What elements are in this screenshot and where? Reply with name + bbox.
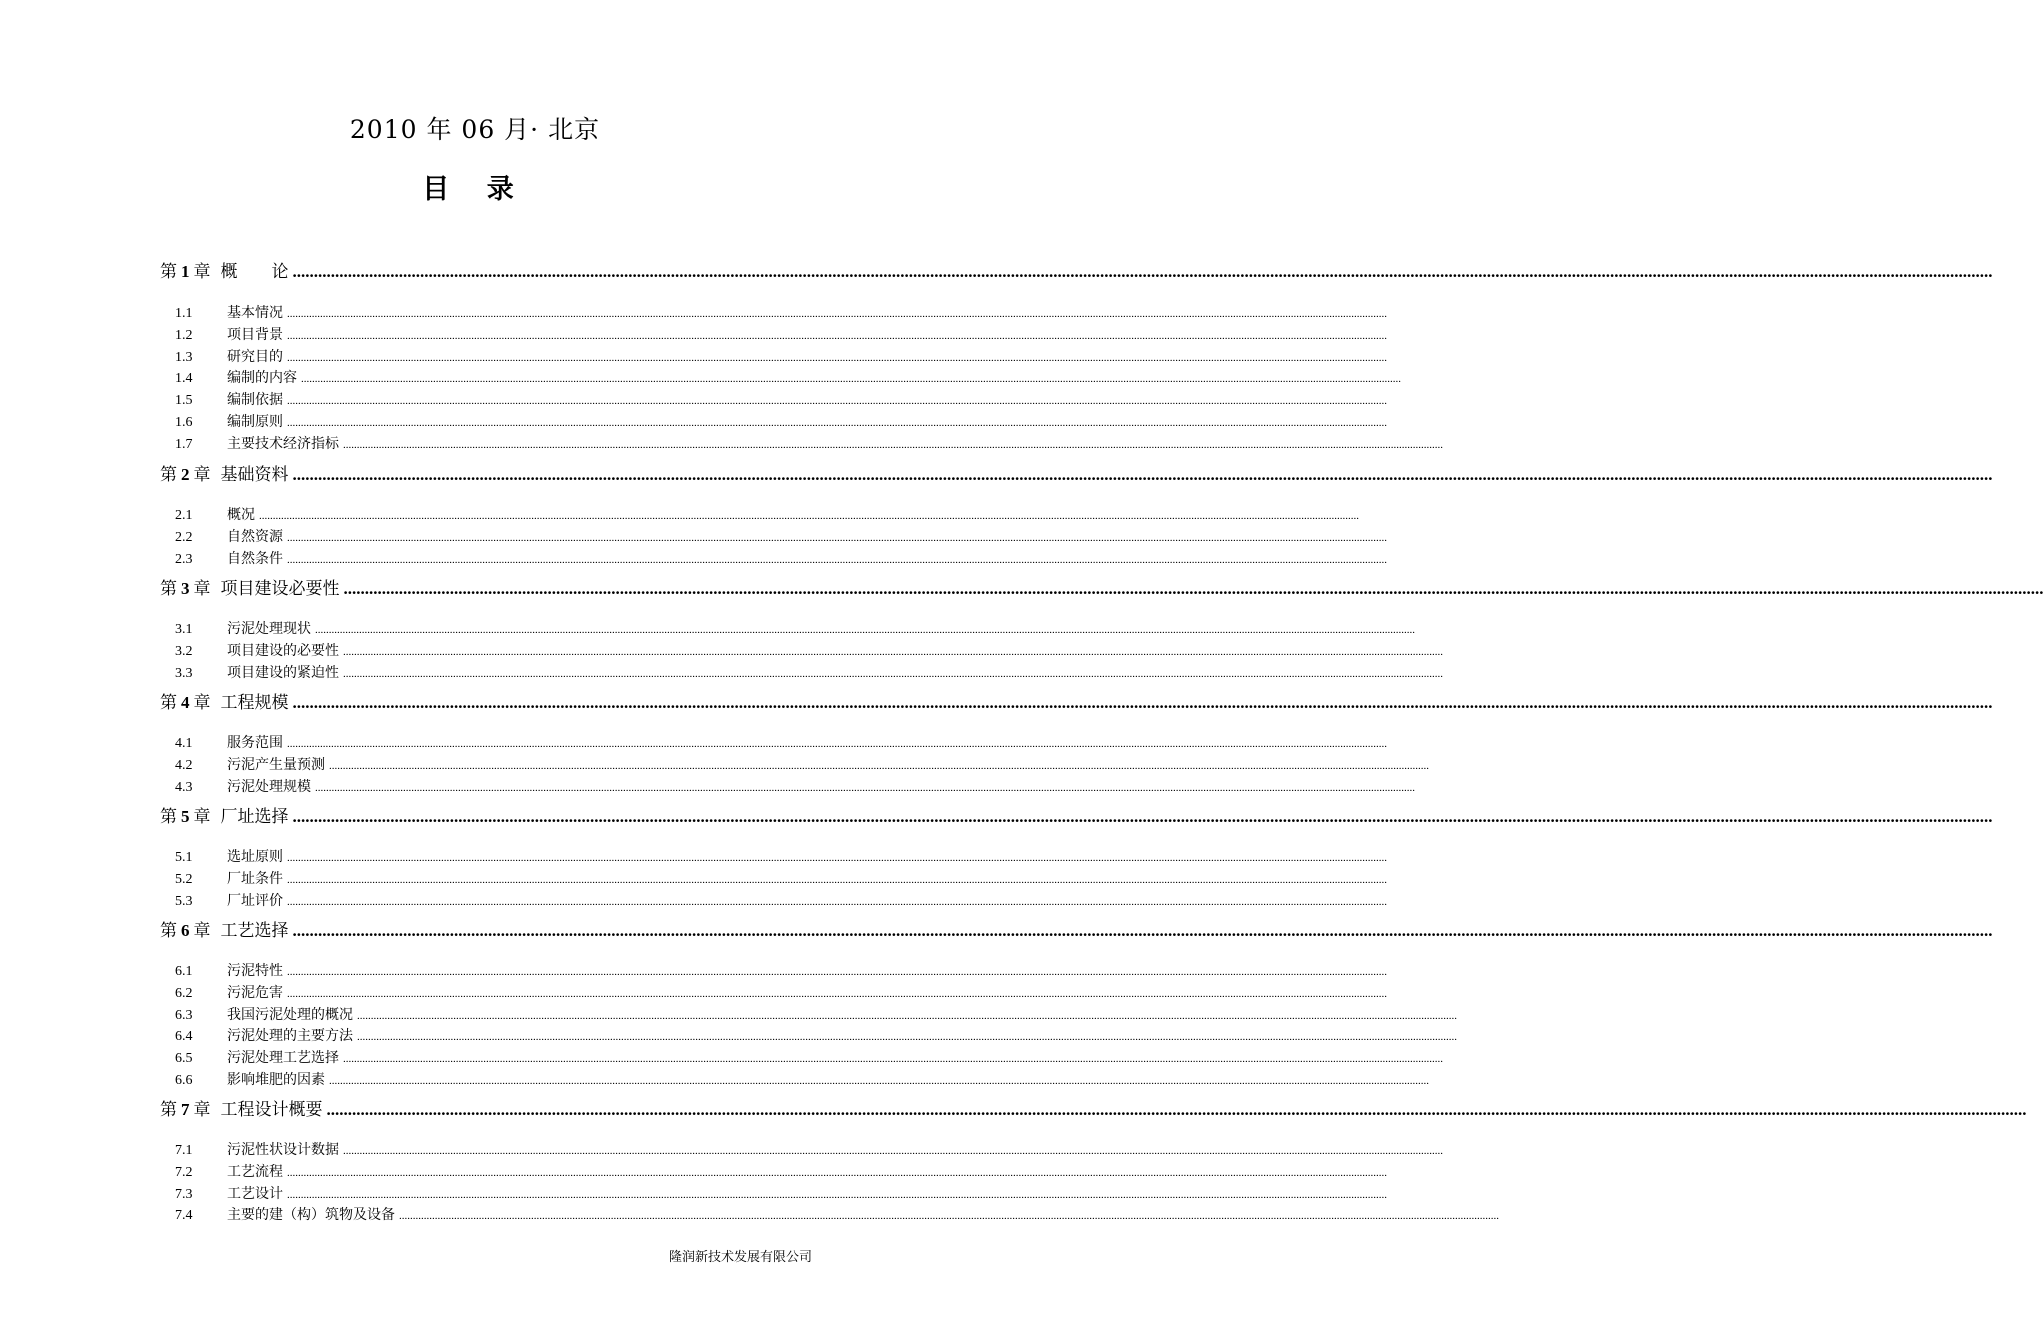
section-title: 编制原则 xyxy=(227,414,283,430)
toc-chapter-5[interactable] xyxy=(160,804,1993,830)
section-number: 4.2 xyxy=(175,758,193,773)
section-number: 3.3 xyxy=(175,666,193,681)
section-title: 厂址评价 xyxy=(227,893,283,909)
section-title: 基本情况 xyxy=(227,305,283,321)
dot-leader: ................................................................................................................................................................................................................................................................................................................................................................................................................ xyxy=(287,395,1387,407)
dot-leader: ................................................................................................................................................................................................................................................................................................................................................................................................................ xyxy=(287,852,1387,864)
dot-leader: ................................................................................................................................................................................................................................................................................................................................................................................................................ xyxy=(315,624,1415,636)
dot-leader: ................................................................................................................................................................................................................................................................................................................................................................................................................ xyxy=(287,988,1387,1000)
section-title: 编制的内容 xyxy=(227,370,297,386)
section-title: 自然资源 xyxy=(227,529,283,545)
section-number: 1.2 xyxy=(175,328,193,343)
chapter-title: 工艺选择 xyxy=(220,921,289,941)
section-number: 7.2 xyxy=(175,1165,193,1180)
toc-chapter-4[interactable] xyxy=(160,690,1993,716)
chapter-label xyxy=(160,462,211,488)
chapter-number: 3 xyxy=(181,579,190,598)
toc-section[interactable] xyxy=(175,755,1429,776)
section-number: 4.3 xyxy=(175,780,193,795)
section-title: 项目背景 xyxy=(227,327,283,343)
chapter-label xyxy=(160,259,211,285)
toc-section[interactable] xyxy=(175,619,1415,640)
dot-leader: ................................................................................................................................................................................................................................................................................................................................................................................................................ xyxy=(287,417,1387,429)
toc-chapter-1[interactable] xyxy=(160,259,1993,285)
dot-leader: ................................................................................................................................................................................................................................................................................................................................................................................................................ xyxy=(287,738,1387,750)
chapter-title: 工程设计概要 xyxy=(220,1100,323,1120)
toc-chapter-7[interactable] xyxy=(160,1097,2027,1123)
chapter-label xyxy=(160,690,211,716)
section-title: 研究目的 xyxy=(227,349,283,365)
toc-chapter-2[interactable] xyxy=(160,462,1993,488)
section-title: 我国污泥处理的概况 xyxy=(227,1007,353,1023)
chapter-number: 5 xyxy=(181,807,190,826)
toc-section[interactable] xyxy=(175,777,1415,798)
section-number: 2.3 xyxy=(175,552,193,567)
chapter-label xyxy=(160,1097,211,1123)
toc-section[interactable] xyxy=(175,1070,1429,1091)
chapter-title: 厂址选择 xyxy=(220,807,289,827)
toc-section[interactable] xyxy=(175,1205,1499,1226)
section-title: 污泥处理规模 xyxy=(227,779,311,795)
toc-section[interactable] xyxy=(175,505,1359,526)
dot-leader: ................................................................................................................................................................................................................................................................................................................................................................................................................ xyxy=(357,1010,1457,1022)
chapter-label-suffix: 章 xyxy=(193,807,211,827)
chapter-number: 4 xyxy=(181,693,190,712)
dot-leader: ................................................................................................................................................................................................................................................................................................................................................................................................................ xyxy=(287,966,1387,978)
dot-leader: ................................................................................................................................................................................................................................................................................................................................................................................................................ xyxy=(329,760,1429,772)
chapter-label-suffix: 章 xyxy=(193,465,211,485)
chapter-label-prefix: 第 xyxy=(160,1100,177,1120)
dot-leader: ................................................................................................................................................................................................................................................................................................................................................................................................................ xyxy=(287,308,1387,320)
toc-section[interactable] xyxy=(175,527,1387,548)
toc-title: 目 录 xyxy=(422,174,528,205)
footer-company-name: 隆润新技术发展有限公司 xyxy=(668,1250,812,1265)
dot-leader: ................................................................................................................................................................................................................................................................................................................................................................................................................ xyxy=(287,1167,1387,1179)
section-number: 3.1 xyxy=(175,622,193,637)
section-number: 1.3 xyxy=(175,350,193,365)
section-number: 5.3 xyxy=(175,894,193,909)
section-title: 编制依据 xyxy=(227,392,283,408)
chapter-label-suffix: 章 xyxy=(193,579,211,599)
chapter-title: 基础资料 xyxy=(220,465,289,485)
toc-section[interactable] xyxy=(175,347,1387,368)
section-number: 7.4 xyxy=(175,1208,193,1223)
dot-leader: ................................................................................................................................................................................................................................................................................................................................................................................................................ xyxy=(301,373,1401,385)
section-title: 污泥处理的主要方法 xyxy=(227,1028,353,1044)
dot-leader: ................................................................................................................................................................................................................................................................................................................................................................................................................ xyxy=(292,465,1993,484)
section-title: 污泥处理现状 xyxy=(227,621,311,637)
chapter-label-prefix: 第 xyxy=(160,693,177,713)
section-title: 概况 xyxy=(227,507,255,523)
section-title: 服务范围 xyxy=(227,735,283,751)
section-number: 2.2 xyxy=(175,530,193,545)
section-number: 6.3 xyxy=(175,1008,193,1023)
section-title: 污泥处理工艺选择 xyxy=(227,1050,339,1066)
section-number: 1.5 xyxy=(175,393,193,408)
dot-leader: ................................................................................................................................................................................................................................................................................................................................................................................................................ xyxy=(287,554,1387,566)
section-number: 1.4 xyxy=(175,371,193,386)
toc-section[interactable] xyxy=(175,869,1387,890)
document-date-location: 2010 年 06 月· 北京 xyxy=(349,115,601,144)
dot-leader: ................................................................................................................................................................................................................................................................................................................................................................................................................ xyxy=(287,896,1387,908)
chapter-label-prefix: 第 xyxy=(160,807,177,827)
chapter-label xyxy=(160,576,211,602)
dot-leader: ................................................................................................................................................................................................................................................................................................................................................................................................................ xyxy=(287,874,1387,886)
section-title: 主要的建（构）筑物及设备 xyxy=(227,1207,395,1223)
dot-leader: ................................................................................................................................................................................................................................................................................................................................................................................................................ xyxy=(287,330,1387,342)
section-number: 2.1 xyxy=(175,508,193,523)
toc-section[interactable] xyxy=(175,983,1387,1004)
dot-leader: ................................................................................................................................................................................................................................................................................................................................................................................................................ xyxy=(399,1210,1499,1222)
chapter-number: 6 xyxy=(181,921,190,940)
section-number: 4.1 xyxy=(175,736,193,751)
toc-section[interactable] xyxy=(175,549,1387,570)
toc-section[interactable] xyxy=(175,434,1443,455)
section-title: 自然条件 xyxy=(227,551,283,567)
chapter-label-prefix: 第 xyxy=(160,262,177,282)
dot-leader: ................................................................................................................................................................................................................................................................................................................................................................................................................ xyxy=(329,1075,1429,1087)
dot-leader: ................................................................................................................................................................................................................................................................................................................................................................................................................ xyxy=(343,1053,1443,1065)
section-title: 影响堆肥的因素 xyxy=(227,1072,325,1088)
section-title: 厂址条件 xyxy=(227,871,283,887)
chapter-label-suffix: 章 xyxy=(193,262,211,282)
section-number: 6.2 xyxy=(175,986,193,1001)
section-title: 项目建设的必要性 xyxy=(227,643,339,659)
toc-section[interactable] xyxy=(175,1026,1457,1047)
chapter-label-prefix: 第 xyxy=(160,465,177,485)
toc-section[interactable] xyxy=(175,891,1387,912)
section-number: 1.7 xyxy=(175,437,193,452)
toc-section[interactable] xyxy=(175,1005,1457,1026)
chapter-label-prefix: 第 xyxy=(160,579,177,599)
toc-section[interactable] xyxy=(175,325,1387,346)
section-number: 5.2 xyxy=(175,872,193,887)
section-number: 1.6 xyxy=(175,415,193,430)
toc-chapter-6[interactable] xyxy=(160,918,1993,944)
toc-section[interactable] xyxy=(175,1048,1443,1069)
section-number: 6.1 xyxy=(175,964,193,979)
section-title: 工艺设计 xyxy=(227,1186,283,1202)
section-number: 7.3 xyxy=(175,1187,193,1202)
chapter-label-suffix: 章 xyxy=(193,921,211,941)
dot-leader: ................................................................................................................................................................................................................................................................................................................................................................................................................ xyxy=(315,782,1415,794)
section-title: 污泥特性 xyxy=(227,963,283,979)
dot-leader: ................................................................................................................................................................................................................................................................................................................................................................................................................ xyxy=(357,1031,1457,1043)
chapter-title: 工程规模 xyxy=(220,693,289,713)
section-number: 6.5 xyxy=(175,1051,193,1066)
chapter-label xyxy=(160,804,211,830)
section-number: 6.6 xyxy=(175,1073,193,1088)
chapter-number: 1 xyxy=(181,262,190,281)
dot-leader: ................................................................................................................................................................................................................................................................................................................................................................................................................ xyxy=(326,1100,2027,1119)
section-number: 1.1 xyxy=(175,306,193,321)
section-title: 污泥危害 xyxy=(227,985,283,1001)
toc-section[interactable] xyxy=(175,368,1401,389)
dot-leader: ................................................................................................................................................................................................................................................................................................................................................................................................................ xyxy=(343,1145,1443,1157)
toc-section[interactable] xyxy=(175,1140,1443,1161)
dot-leader: ................................................................................................................................................................................................................................................................................................................................................................................................................ xyxy=(292,807,1993,826)
section-number: 6.4 xyxy=(175,1029,193,1044)
toc-section[interactable] xyxy=(175,390,1387,411)
dot-leader: ................................................................................................................................................................................................................................................................................................................................................................................................................ xyxy=(343,668,1443,680)
dot-leader: ................................................................................................................................................................................................................................................................................................................................................................................................................ xyxy=(259,510,1359,522)
chapter-label-suffix: 章 xyxy=(193,693,211,713)
dot-leader: ................................................................................................................................................................................................................................................................................................................................................................................................................ xyxy=(287,532,1387,544)
chapter-label-prefix: 第 xyxy=(160,921,177,941)
section-title: 污泥产生量预测 xyxy=(227,757,325,773)
toc-section[interactable] xyxy=(175,303,1387,324)
toc-section[interactable] xyxy=(175,641,1443,662)
toc-section[interactable] xyxy=(175,733,1387,754)
chapter-label xyxy=(160,918,211,944)
chapter-title: 概 论 xyxy=(220,262,289,282)
dot-leader: ................................................................................................................................................................................................................................................................................................................................................................................................................ xyxy=(287,1189,1387,1201)
section-number: 3.2 xyxy=(175,644,193,659)
dot-leader: ................................................................................................................................................................................................................................................................................................................................................................................................................ xyxy=(343,439,1443,451)
dot-leader: ................................................................................................................................................................................................................................................................................................................................................................................................................ xyxy=(292,693,1993,712)
section-title: 主要技术经济指标 xyxy=(227,436,339,452)
dot-leader: ................................................................................................................................................................................................................................................................................................................................................................................................................ xyxy=(292,262,1993,281)
dot-leader: ................................................................................................................................................................................................................................................................................................................................................................................................................ xyxy=(292,921,1993,940)
section-number: 5.1 xyxy=(175,850,193,865)
section-title: 污泥性状设计数据 xyxy=(227,1142,339,1158)
section-title: 选址原则 xyxy=(227,849,283,865)
section-number: 7.1 xyxy=(175,1143,193,1158)
chapter-number: 7 xyxy=(181,1100,190,1119)
toc-section[interactable] xyxy=(175,1184,1387,1205)
toc-section[interactable] xyxy=(175,847,1387,868)
chapter-number: 2 xyxy=(181,465,190,484)
section-title: 项目建设的紧迫性 xyxy=(227,665,339,681)
chapter-label-suffix: 章 xyxy=(193,1100,211,1120)
chapter-title: 项目建设必要性 xyxy=(220,579,340,599)
dot-leader: ................................................................................................................................................................................................................................................................................................................................................................................................................ xyxy=(287,352,1387,364)
toc-section[interactable] xyxy=(175,1162,1387,1183)
toc-section[interactable] xyxy=(175,663,1443,684)
dot-leader: ................................................................................................................................................................................................................................................................................................................................................................................................................ xyxy=(343,579,2044,598)
dot-leader: ................................................................................................................................................................................................................................................................................................................................................................................................................ xyxy=(343,646,1443,658)
toc-chapter-3[interactable] xyxy=(160,576,2044,602)
section-title: 工艺流程 xyxy=(227,1164,283,1180)
toc-section[interactable] xyxy=(175,961,1387,982)
toc-section[interactable] xyxy=(175,412,1387,433)
